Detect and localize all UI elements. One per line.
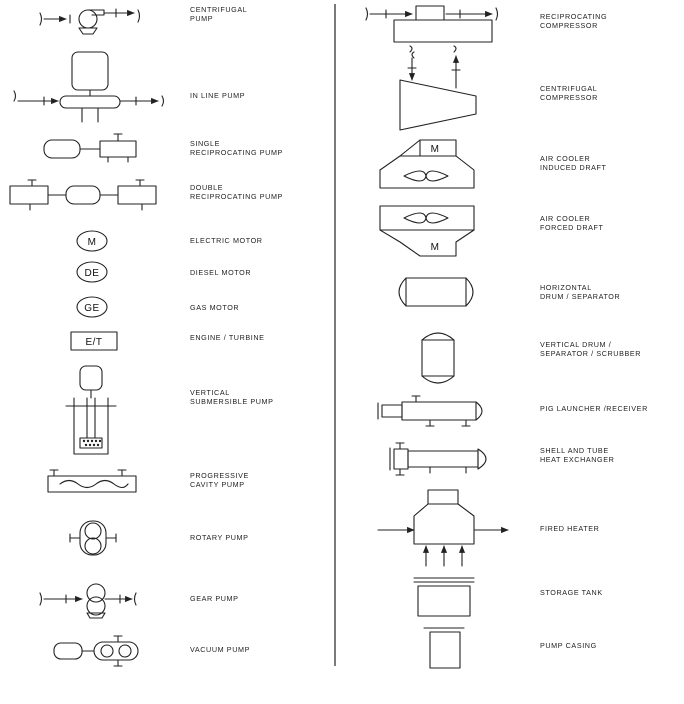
single-recip-pump-label xyxy=(190,139,283,157)
label-line: VACUUM PUMP xyxy=(190,645,250,654)
vertical-drum-label xyxy=(540,340,641,358)
electric-motor-inscription: M xyxy=(87,237,97,248)
label-line: SEPARATOR / SCRUBBER xyxy=(540,349,642,358)
label-line: DIESEL MOTOR xyxy=(190,268,252,277)
centrifugal-pump-label xyxy=(190,5,247,23)
label-line: AIR COOLER xyxy=(540,154,591,163)
label-line: VERTICAL DRUM / xyxy=(540,340,612,349)
label-line: INDUCED DRAFT xyxy=(540,163,607,172)
label-line: PIG LAUNCHER /RECEIVER xyxy=(540,404,648,413)
rotary-pump-label xyxy=(190,533,249,542)
gear-pump-symbol xyxy=(40,584,136,618)
forced-draft-motor-inscription: M xyxy=(430,242,440,253)
label-line: RECIPROCATING PUMP xyxy=(190,148,283,157)
centrifugal-compressor-label xyxy=(540,84,598,102)
label-line: CAVITY PUMP xyxy=(190,480,245,489)
right-column-labels xyxy=(540,12,648,650)
induced-draft-motor-inscription: M xyxy=(430,144,440,155)
diesel-motor-label xyxy=(190,268,251,277)
vertical-drum-symbol xyxy=(422,333,454,383)
fired-heater-symbol xyxy=(378,490,508,566)
pig-launcher-label xyxy=(540,404,648,413)
label-line: COMPRESSOR xyxy=(540,21,598,30)
horizontal-drum-label xyxy=(540,283,620,301)
vertical-submersible-pump-label xyxy=(190,388,274,406)
label-line: PROGRESSIVE xyxy=(190,471,249,480)
centrifugal-pump-symbol xyxy=(40,9,140,34)
vacuum-pump-label xyxy=(190,645,250,654)
label-line: SINGLE xyxy=(190,139,220,148)
reciprocating-compressor-label xyxy=(540,12,607,30)
label-line: CENTRIFUGAL xyxy=(190,5,248,14)
pump-casing-label xyxy=(540,641,597,650)
progressive-cavity-pump-label xyxy=(190,471,249,489)
label-line: ROTARY PUMP xyxy=(190,533,249,542)
shell-tube-exchanger-symbol xyxy=(390,443,486,475)
progressive-cavity-pump-symbol xyxy=(48,470,136,492)
storage-tank-label xyxy=(540,588,603,597)
gear-pump-label xyxy=(190,594,239,603)
label-line: ENGINE / TURBINE xyxy=(190,333,265,342)
label-line: DRUM / SEPARATOR xyxy=(540,292,621,301)
pig-launcher-symbol xyxy=(378,396,482,426)
inline-pump-label xyxy=(190,91,245,100)
label-line: RECIPROCATING PUMP xyxy=(190,192,283,201)
electric-motor-label xyxy=(190,236,263,245)
centrifugal-compressor-symbol xyxy=(400,46,476,130)
label-line: PUMP xyxy=(190,14,214,23)
label-line: GAS MOTOR xyxy=(190,303,240,312)
label-line: HEAT EXCHANGER xyxy=(540,455,615,464)
engine-turbine-inscription: E/T xyxy=(85,337,103,348)
engine-turbine-label xyxy=(190,333,265,342)
label-line: FORCED DRAFT xyxy=(540,223,604,232)
gas-motor-inscription: GE xyxy=(84,303,100,314)
label-line: ELECTRIC MOTOR xyxy=(190,236,263,245)
label-line: AIR COOLER xyxy=(540,214,591,223)
impeller-hatch xyxy=(83,440,101,446)
label-line: SUBMERSIBLE PUMP xyxy=(190,397,274,406)
air-cooler-induced-label xyxy=(540,154,607,172)
diesel-motor-inscription: DE xyxy=(84,268,100,279)
single-reciprocating-pump-symbol xyxy=(44,134,136,162)
label-line: SHELL AND TUBE xyxy=(540,446,609,455)
air-cooler-induced-draft-symbol xyxy=(380,140,474,188)
double-reciprocating-pump-symbol xyxy=(10,180,156,210)
storage-tank-symbol xyxy=(414,578,474,616)
label-line: HORIZONTAL xyxy=(540,283,592,292)
reciprocating-compressor-symbol xyxy=(366,6,498,42)
fired-heater-label xyxy=(540,524,599,533)
gas-motor-label xyxy=(190,303,239,312)
left-column-labels xyxy=(190,5,283,654)
label-line: RECIPROCATING xyxy=(540,12,608,21)
label-line: COMPRESSOR xyxy=(540,93,598,102)
label-line: FIRED HEATER xyxy=(540,524,600,533)
pump-casing-symbol xyxy=(424,628,464,668)
shell-tube-hx-label xyxy=(540,446,614,464)
rotary-pump-symbol xyxy=(70,521,116,555)
label-line: DOUBLE xyxy=(190,183,224,192)
label-line: VERTICAL xyxy=(190,388,230,397)
label-line: IN LINE PUMP xyxy=(190,91,246,100)
label-line: PUMP CASING xyxy=(540,641,597,650)
inline-pump-symbol xyxy=(14,52,164,122)
label-line: GEAR PUMP xyxy=(190,594,239,603)
label-line: STORAGE TANK xyxy=(540,588,603,597)
air-cooler-forced-label xyxy=(540,214,604,232)
vacuum-pump-symbol xyxy=(54,636,138,666)
air-cooler-forced-draft-symbol xyxy=(380,206,474,256)
label-line: CENTRIFUGAL xyxy=(540,84,598,93)
horizontal-drum-symbol xyxy=(399,278,473,306)
double-recip-pump-label xyxy=(190,183,283,201)
